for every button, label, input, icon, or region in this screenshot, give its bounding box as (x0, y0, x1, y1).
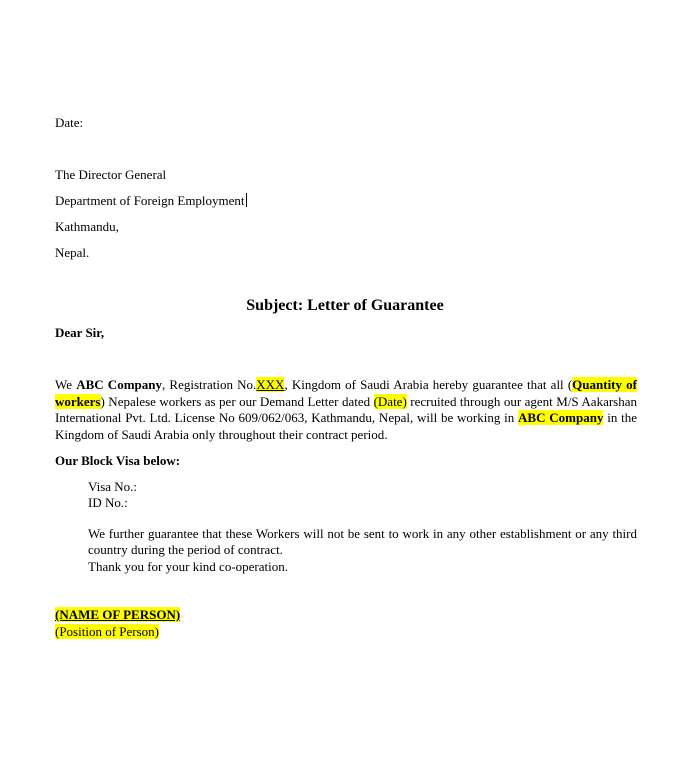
subject-heading[interactable]: Subject: Letter of Guarantee (246, 297, 444, 314)
paragraph-line[interactable]: International Pvt. Ltd. License No 609/062/063, Kathmandu, Nepal, will be working in ABC Company in the (55, 410, 637, 426)
paragraph-line[interactable]: Kingdom of Saudi Arabia only throughout their contract period. (55, 427, 388, 443)
id-no-field[interactable]: ID No.: (88, 495, 128, 511)
further-line[interactable]: country during the period of contract. (88, 542, 283, 558)
recipient-line-department-text: Department of Foreign Employment (55, 193, 245, 208)
signature-name-text: (NAME OF PERSON) (55, 607, 181, 622)
visa-no-field[interactable]: Visa No.: (88, 479, 138, 494)
visa-fields (88, 479, 137, 512)
recipient-line-city[interactable]: Kathmandu, (55, 219, 119, 234)
guarantee-paragraph (55, 377, 637, 444)
block-visa-heading[interactable]: Our Block Visa below: (55, 453, 181, 468)
signature-position-line[interactable] (55, 623, 180, 640)
signature-name-line[interactable] (55, 606, 180, 623)
further-guarantee-paragraph (88, 526, 637, 575)
signature-block (55, 606, 180, 640)
further-line[interactable]: We further guarantee that these Workers will not be sent to work in any other establishment or any third (88, 526, 637, 541)
signature-position-text: (Position of Person) (55, 624, 159, 639)
recipient-line-department[interactable] (55, 188, 247, 214)
salutation[interactable]: Dear Sir, (55, 325, 105, 340)
recipient-line-country[interactable]: Nepal. (55, 245, 90, 260)
paragraph-line[interactable]: We ABC Company, Registration No.XXX, Kingdom of Saudi Arabia hereby guarantee that all (Quantity of (55, 377, 638, 392)
text-cursor (246, 193, 247, 207)
recipient-address (55, 162, 247, 266)
recipient-line-director-general[interactable]: The Director General (55, 167, 167, 182)
thank-you-line[interactable]: Thank you for your kind co-operation. (88, 558, 289, 574)
paragraph-line[interactable]: workers) Nepalese workers as per our Demand Letter dated (Date) recruited through our agent M/S Aakarshan (55, 393, 637, 409)
date-line[interactable]: Date: (55, 115, 84, 130)
